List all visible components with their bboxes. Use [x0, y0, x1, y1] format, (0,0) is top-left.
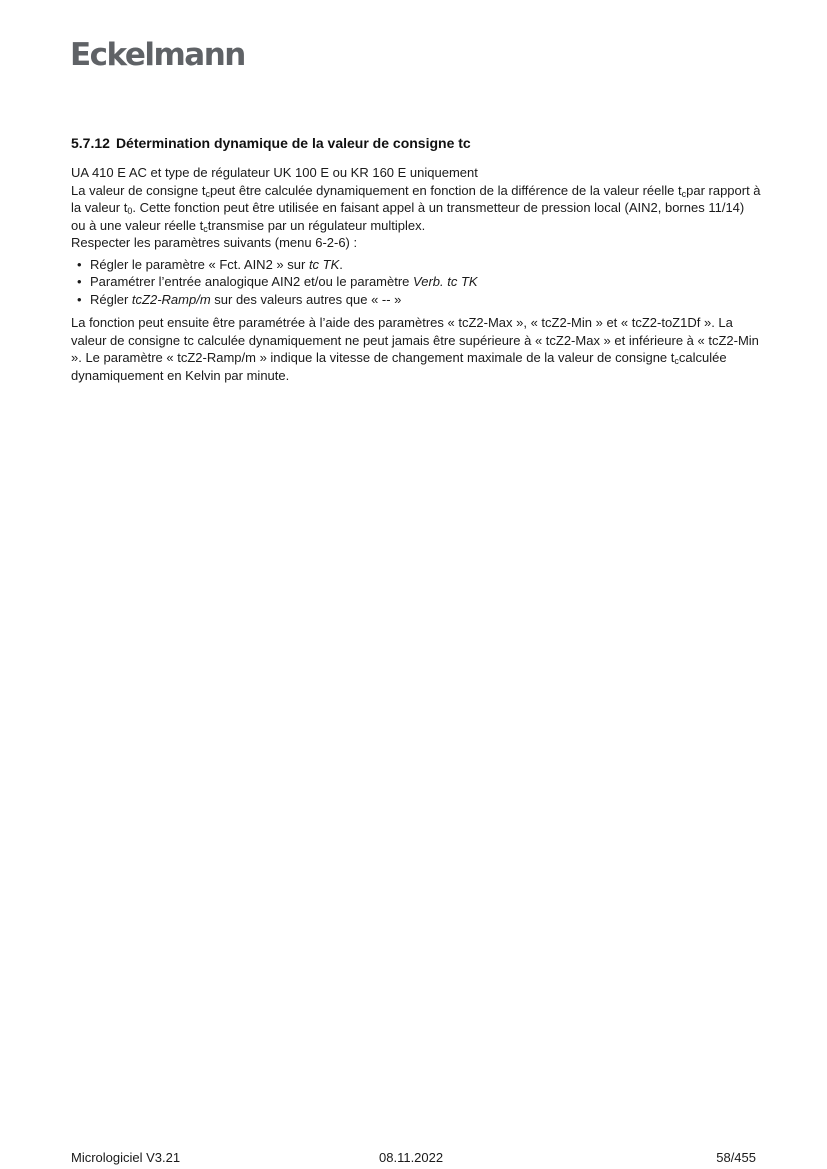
parameter-list	[71, 256, 761, 309]
bullet-icon: •	[77, 256, 82, 272]
bullet-icon: •	[77, 291, 82, 307]
applicability-line: UA 410 E AC et type de régulateur UK 100 E ou KR 160 E uniquement	[71, 165, 478, 180]
configuration-paragraph: La fonction peut ensuite être paramétrée à l’aide des paramètres « tcZ2-Max », « tcZ2-Min » et « tcZ2-toZ1Df ». La valeur de consigne tc calculée dynamiquement ne peut jamais être supérieure à « tcZ2-Max » et inférieure à « tcZ2-Min ». Le paramètre « tcZ2-Ramp/m » indique la vitesse de changement maximale de la valeur de consigne $t_ccalculée$ dynamiquement en Kelvin par minute.	[71, 315, 759, 383]
footer-date: 08.11.2022	[379, 1150, 444, 1165]
list-item: • Régler tcZ2-Ramp/m sur des valeurs autres que « -- »	[77, 291, 402, 307]
parameters-intro: Respecter les paramètres suivants (menu 6-2-6) :	[71, 235, 358, 250]
company-logo: Eckelmann	[70, 37, 245, 73]
bullet-icon: •	[77, 274, 82, 289]
footer-page-number: 58/455	[716, 1150, 756, 1165]
section-number: 5.7.12	[71, 135, 110, 151]
section-body	[71, 164, 761, 384]
section-title: Détermination dynamique de la valeur de consigne tc	[115, 135, 471, 151]
description-paragraph: La valeur de consigne $t_cpeut$ être calculée dynamiquement en fonction de la différence de la valeur réelle $t_cpar$ rapport à la valeur $t_0$. Cette fonction peut être utilisée en faisant appel à un transmetteur de pression local (AIN2, bornes 11/14) ou à une valeur réelle $t_ctransmise$ par un régulateur multiplex.	[71, 182, 761, 234]
list-item: • Paramétrer l’entrée analogique AIN2 et/ou le paramètre Verb. tc TK	[77, 274, 478, 289]
section-heading	[71, 134, 761, 152]
footer-firmware-version: Micrologiciel V3.21	[71, 1150, 181, 1165]
list-item: • Régler le paramètre « Fct. AIN2 » sur tc TK.	[77, 256, 343, 272]
